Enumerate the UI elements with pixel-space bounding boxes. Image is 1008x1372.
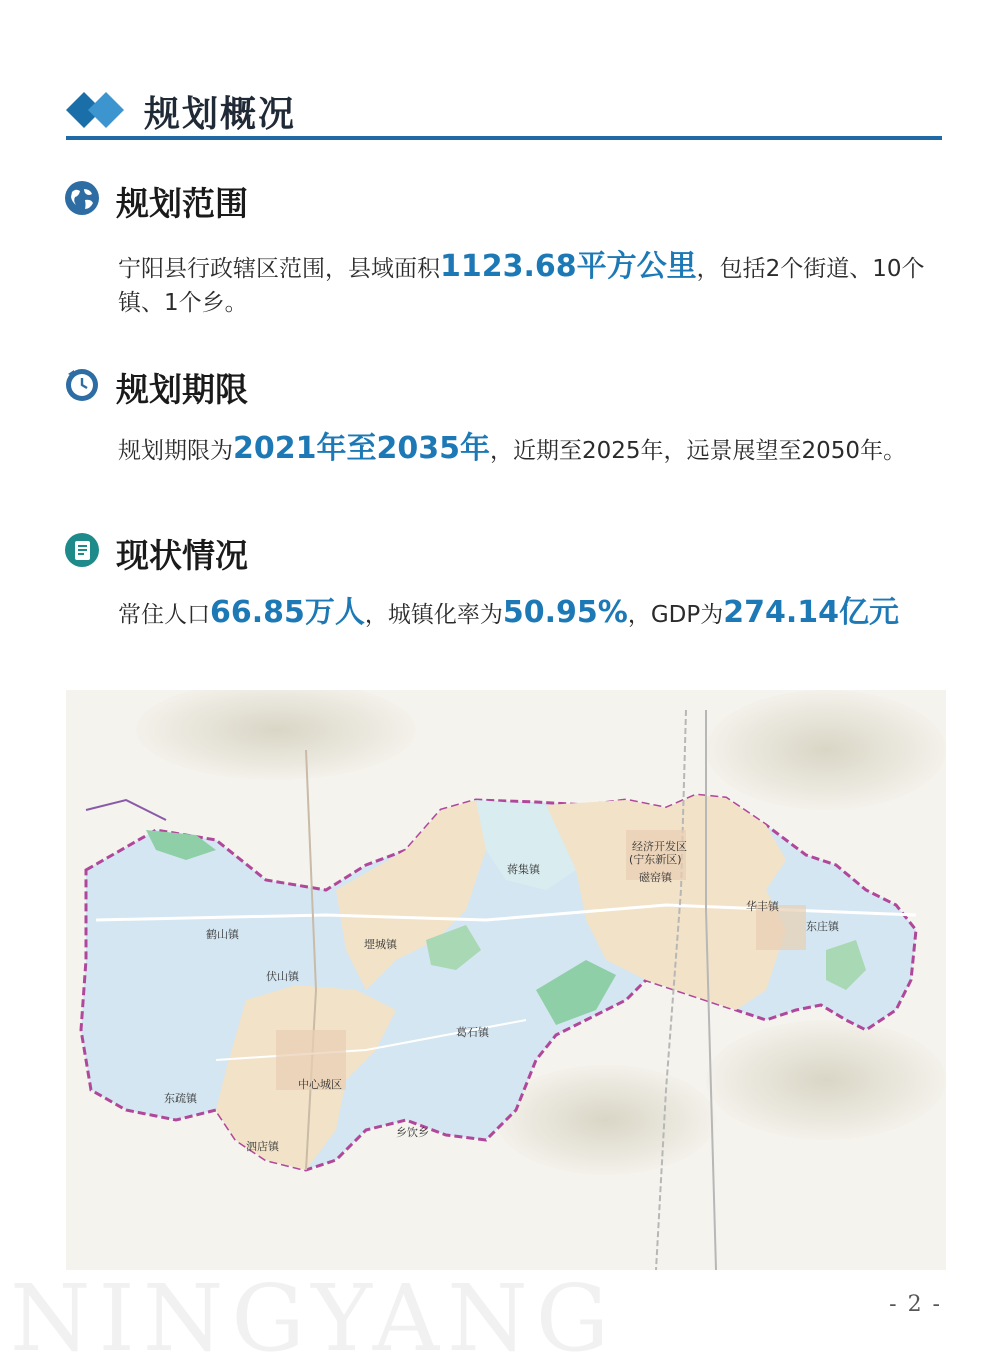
population-highlight: 66.85万人	[210, 595, 365, 630]
watermark-text: NINGYANG	[10, 1265, 618, 1372]
map-label-heshan: 鹤山镇	[206, 928, 239, 941]
page-number: - 2 -	[889, 1292, 942, 1317]
scope-area-highlight: 1123.68平方公里	[440, 249, 697, 284]
county-map	[66, 690, 946, 1270]
section-status-heading	[64, 528, 464, 575]
page-header	[66, 78, 942, 142]
map-label-geshi: 葛石镇	[456, 1026, 489, 1039]
status-text-2: ，城镇化率为	[364, 602, 503, 628]
section-scope-text	[118, 250, 944, 320]
period-highlight: 2021年至2035年	[233, 431, 490, 466]
gdp-highlight: 274.14亿元	[723, 595, 900, 630]
map-label-xiangyin: 乡饮乡	[396, 1126, 429, 1139]
map-label-huafeng: 华丰镇	[746, 900, 779, 913]
globe-icon	[64, 180, 100, 216]
section-status-text	[118, 596, 944, 632]
map-label-ningdong: (宁东新区)	[629, 853, 682, 866]
map-label-jiangji: 蒋集镇	[507, 863, 540, 876]
map-label-tangcheng: 堽城镇	[364, 938, 397, 951]
county-map-svg	[66, 690, 946, 1270]
scope-text-2: ，包括2个街道、10个镇、1个乡。	[118, 256, 925, 316]
scope-text-1: 宁阳县行政辖区范围，县域面积	[118, 256, 440, 282]
period-text-1: 规划期限为	[118, 438, 233, 464]
map-label-fushan: 伏山镇	[266, 970, 299, 983]
section-period-text	[118, 432, 944, 468]
section-scope-title: 规划范围	[116, 184, 248, 223]
section-status-title: 现状情况	[116, 536, 248, 575]
map-label-ciyao: 磁窑镇	[639, 871, 672, 884]
notebook-icon	[64, 532, 100, 568]
page-title: 规划概况	[144, 93, 297, 135]
status-text-1: 常住人口	[118, 602, 210, 628]
double-diamond-icon	[66, 90, 128, 130]
map-label-dongzhuang: 东庄镇	[806, 920, 839, 933]
status-text-3: ，GDP为	[627, 602, 724, 628]
map-label-dongshu: 东疏镇	[164, 1092, 197, 1105]
map-label-sidian: 泗店镇	[246, 1140, 279, 1153]
section-period-title: 规划期限	[116, 370, 248, 409]
urbanization-highlight: 50.95%	[502, 595, 628, 630]
section-period-heading	[64, 362, 464, 409]
map-label-kaifaqu: 经济开发区	[632, 840, 687, 853]
clock-refresh-icon	[64, 366, 100, 402]
period-text-2: ，近期至2025年，远景展望至2050年。	[490, 438, 907, 464]
section-scope-heading	[64, 176, 464, 223]
map-label-zhongxin: 中心城区	[298, 1078, 342, 1091]
title-divider	[66, 136, 942, 140]
